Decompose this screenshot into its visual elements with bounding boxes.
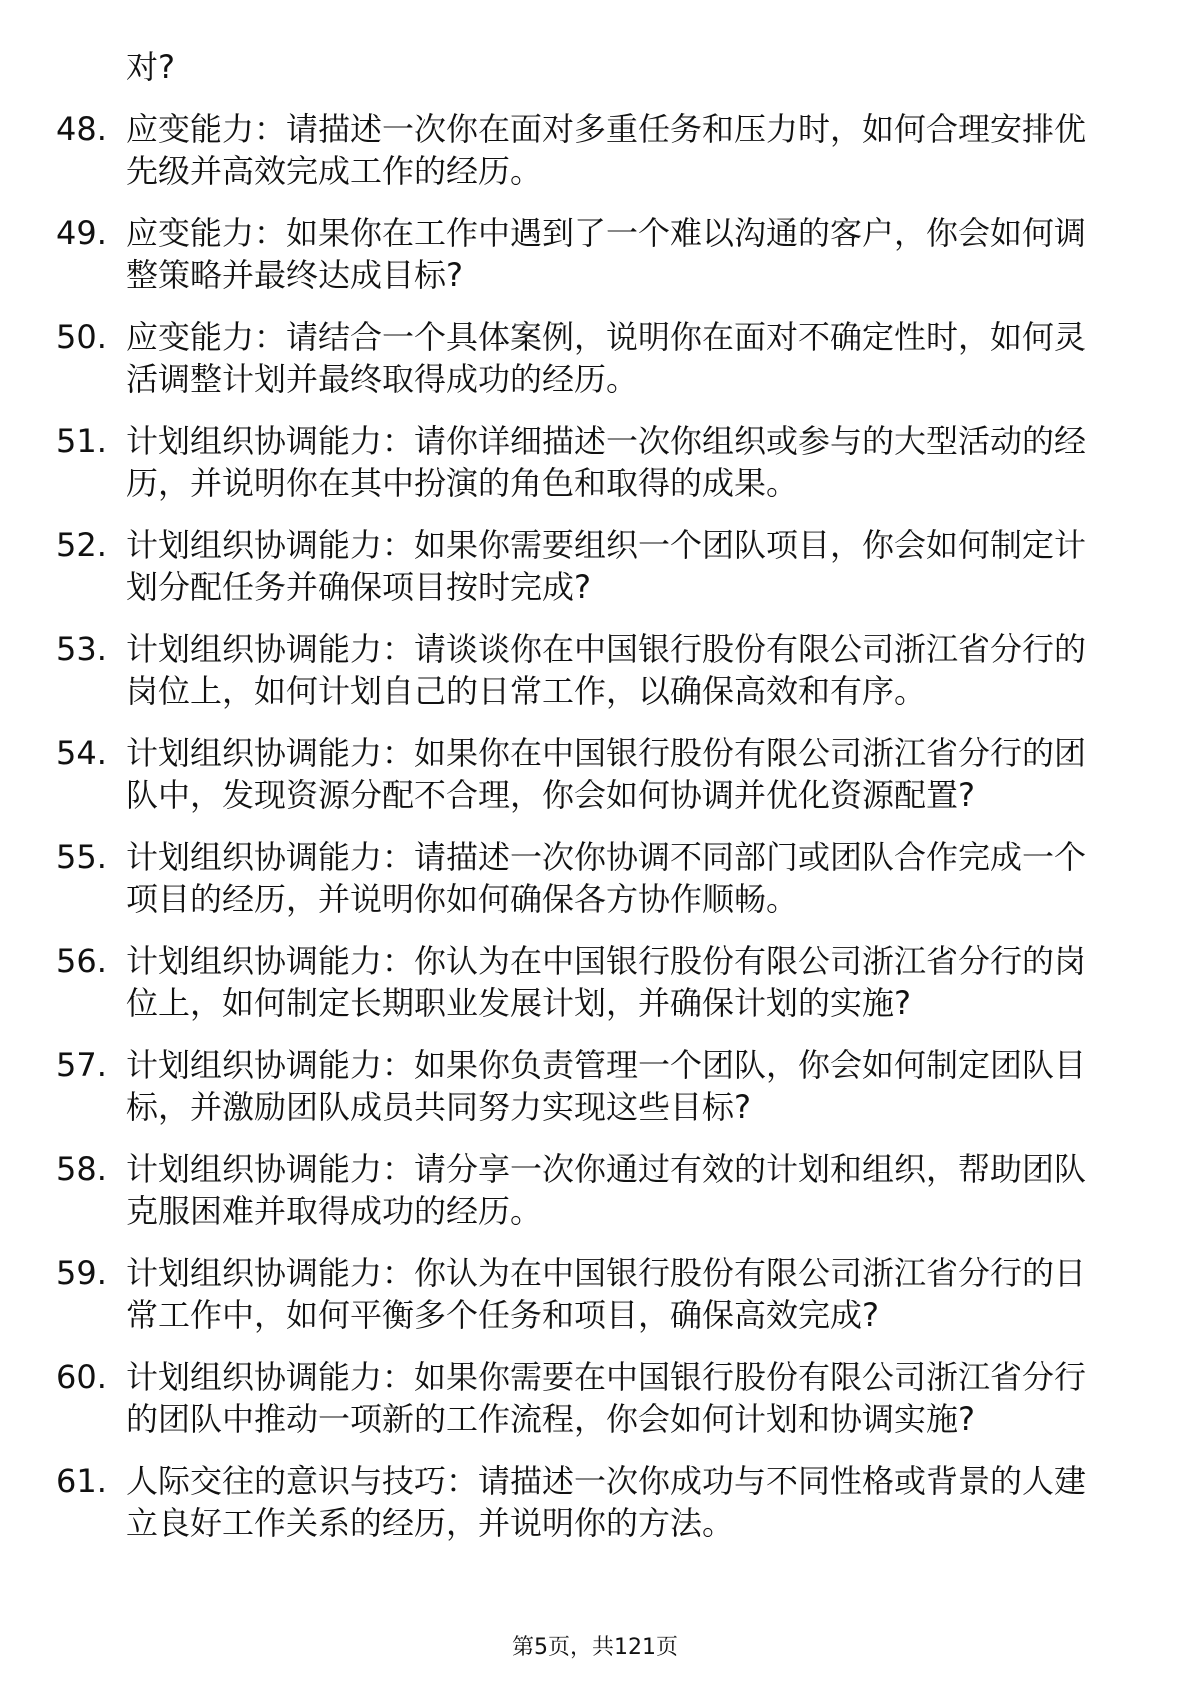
item-number: 51. (56, 422, 107, 460)
item-number: 50. (56, 318, 107, 356)
item-number: 59. (56, 1254, 107, 1292)
list-item (0, 1148, 1190, 1232)
item-text: 应变能力：请描述一次你在面对多重任务和压力时，如何合理安排优先级并高效完成工作的经历。 (126, 110, 1087, 190)
item-text: 计划组织协调能力：如果你在中国银行股份有限公司浙江省分行的团队中，发现资源分配不合理，你会如何协调并优化资源配置? (126, 734, 1087, 814)
continuation-text: 对? (126, 48, 175, 86)
list-item (0, 940, 1190, 1024)
item-number: 48. (56, 110, 107, 148)
item-text: 计划组织协调能力：如果你需要组织一个团队项目，你会如何制定计划分配任务并确保项目按时完成? (126, 526, 1087, 606)
item-text: 计划组织协调能力：如果你负责管理一个团队，你会如何制定团队目标，并激励团队成员共同努力实现这些目标? (126, 1046, 1087, 1126)
item-number: 54. (56, 734, 107, 772)
list-item (0, 316, 1190, 400)
item-text: 计划组织协调能力：请描述一次你协调不同部门或团队合作完成一个项目的经历，并说明你如何确保各方协作顺畅。 (126, 838, 1087, 918)
list-item (0, 836, 1190, 920)
item-number: 53. (56, 630, 107, 668)
item-text: 应变能力：请结合一个具体案例，说明你在面对不确定性时，如何灵活调整计划并最终取得成功的经历。 (126, 318, 1087, 398)
item-number: 61. (56, 1462, 107, 1500)
item-text: 人际交往的意识与技巧：请描述一次你成功与不同性格或背景的人建立良好工作关系的经历，并说明你的方法。 (126, 1462, 1087, 1542)
list-item (0, 420, 1190, 504)
item-text: 计划组织协调能力：如果你需要在中国银行股份有限公司浙江省分行的团队中推动一项新的工作流程，你会如何计划和协调实施? (126, 1358, 1087, 1438)
item-text: 计划组织协调能力：请分享一次你通过有效的计划和组织，帮助团队克服困难并取得成功的经历。 (126, 1150, 1087, 1230)
list-item (0, 524, 1190, 608)
item-number: 52. (56, 526, 107, 564)
page-footer: 第5页，共121页 (512, 1635, 678, 1660)
list-item (0, 732, 1190, 816)
list-item (0, 212, 1190, 296)
item-number: 58. (56, 1150, 107, 1188)
list-item (0, 1252, 1190, 1336)
item-number: 60. (56, 1358, 107, 1396)
list-item (0, 1044, 1190, 1128)
item-number: 56. (56, 942, 107, 980)
item-text: 计划组织协调能力：请谈谈你在中国银行股份有限公司浙江省分行的岗位上，如何计划自己的日常工作，以确保高效和有序。 (126, 630, 1087, 710)
item-text: 计划组织协调能力：请你详细描述一次你组织或参与的大型活动的经历，并说明你在其中扮演的角色和取得的成果。 (126, 422, 1087, 502)
item-text: 计划组织协调能力：你认为在中国银行股份有限公司浙江省分行的日常工作中，如何平衡多个任务和项目，确保高效完成? (126, 1254, 1087, 1334)
item-number: 57. (56, 1046, 107, 1084)
list-item (0, 1356, 1190, 1440)
list-item (0, 628, 1190, 712)
list-item (0, 1460, 1190, 1544)
item-text: 应变能力：如果你在工作中遇到了一个难以沟通的客户，你会如何调整策略并最终达成目标? (126, 214, 1087, 294)
list-item (0, 108, 1190, 192)
item-number: 55. (56, 838, 107, 876)
item-text: 计划组织协调能力：你认为在中国银行股份有限公司浙江省分行的岗位上，如何制定长期职业发展计划，并确保计划的实施? (126, 942, 1087, 1022)
item-number: 49. (56, 214, 107, 252)
question-list (0, 46, 1190, 1564)
